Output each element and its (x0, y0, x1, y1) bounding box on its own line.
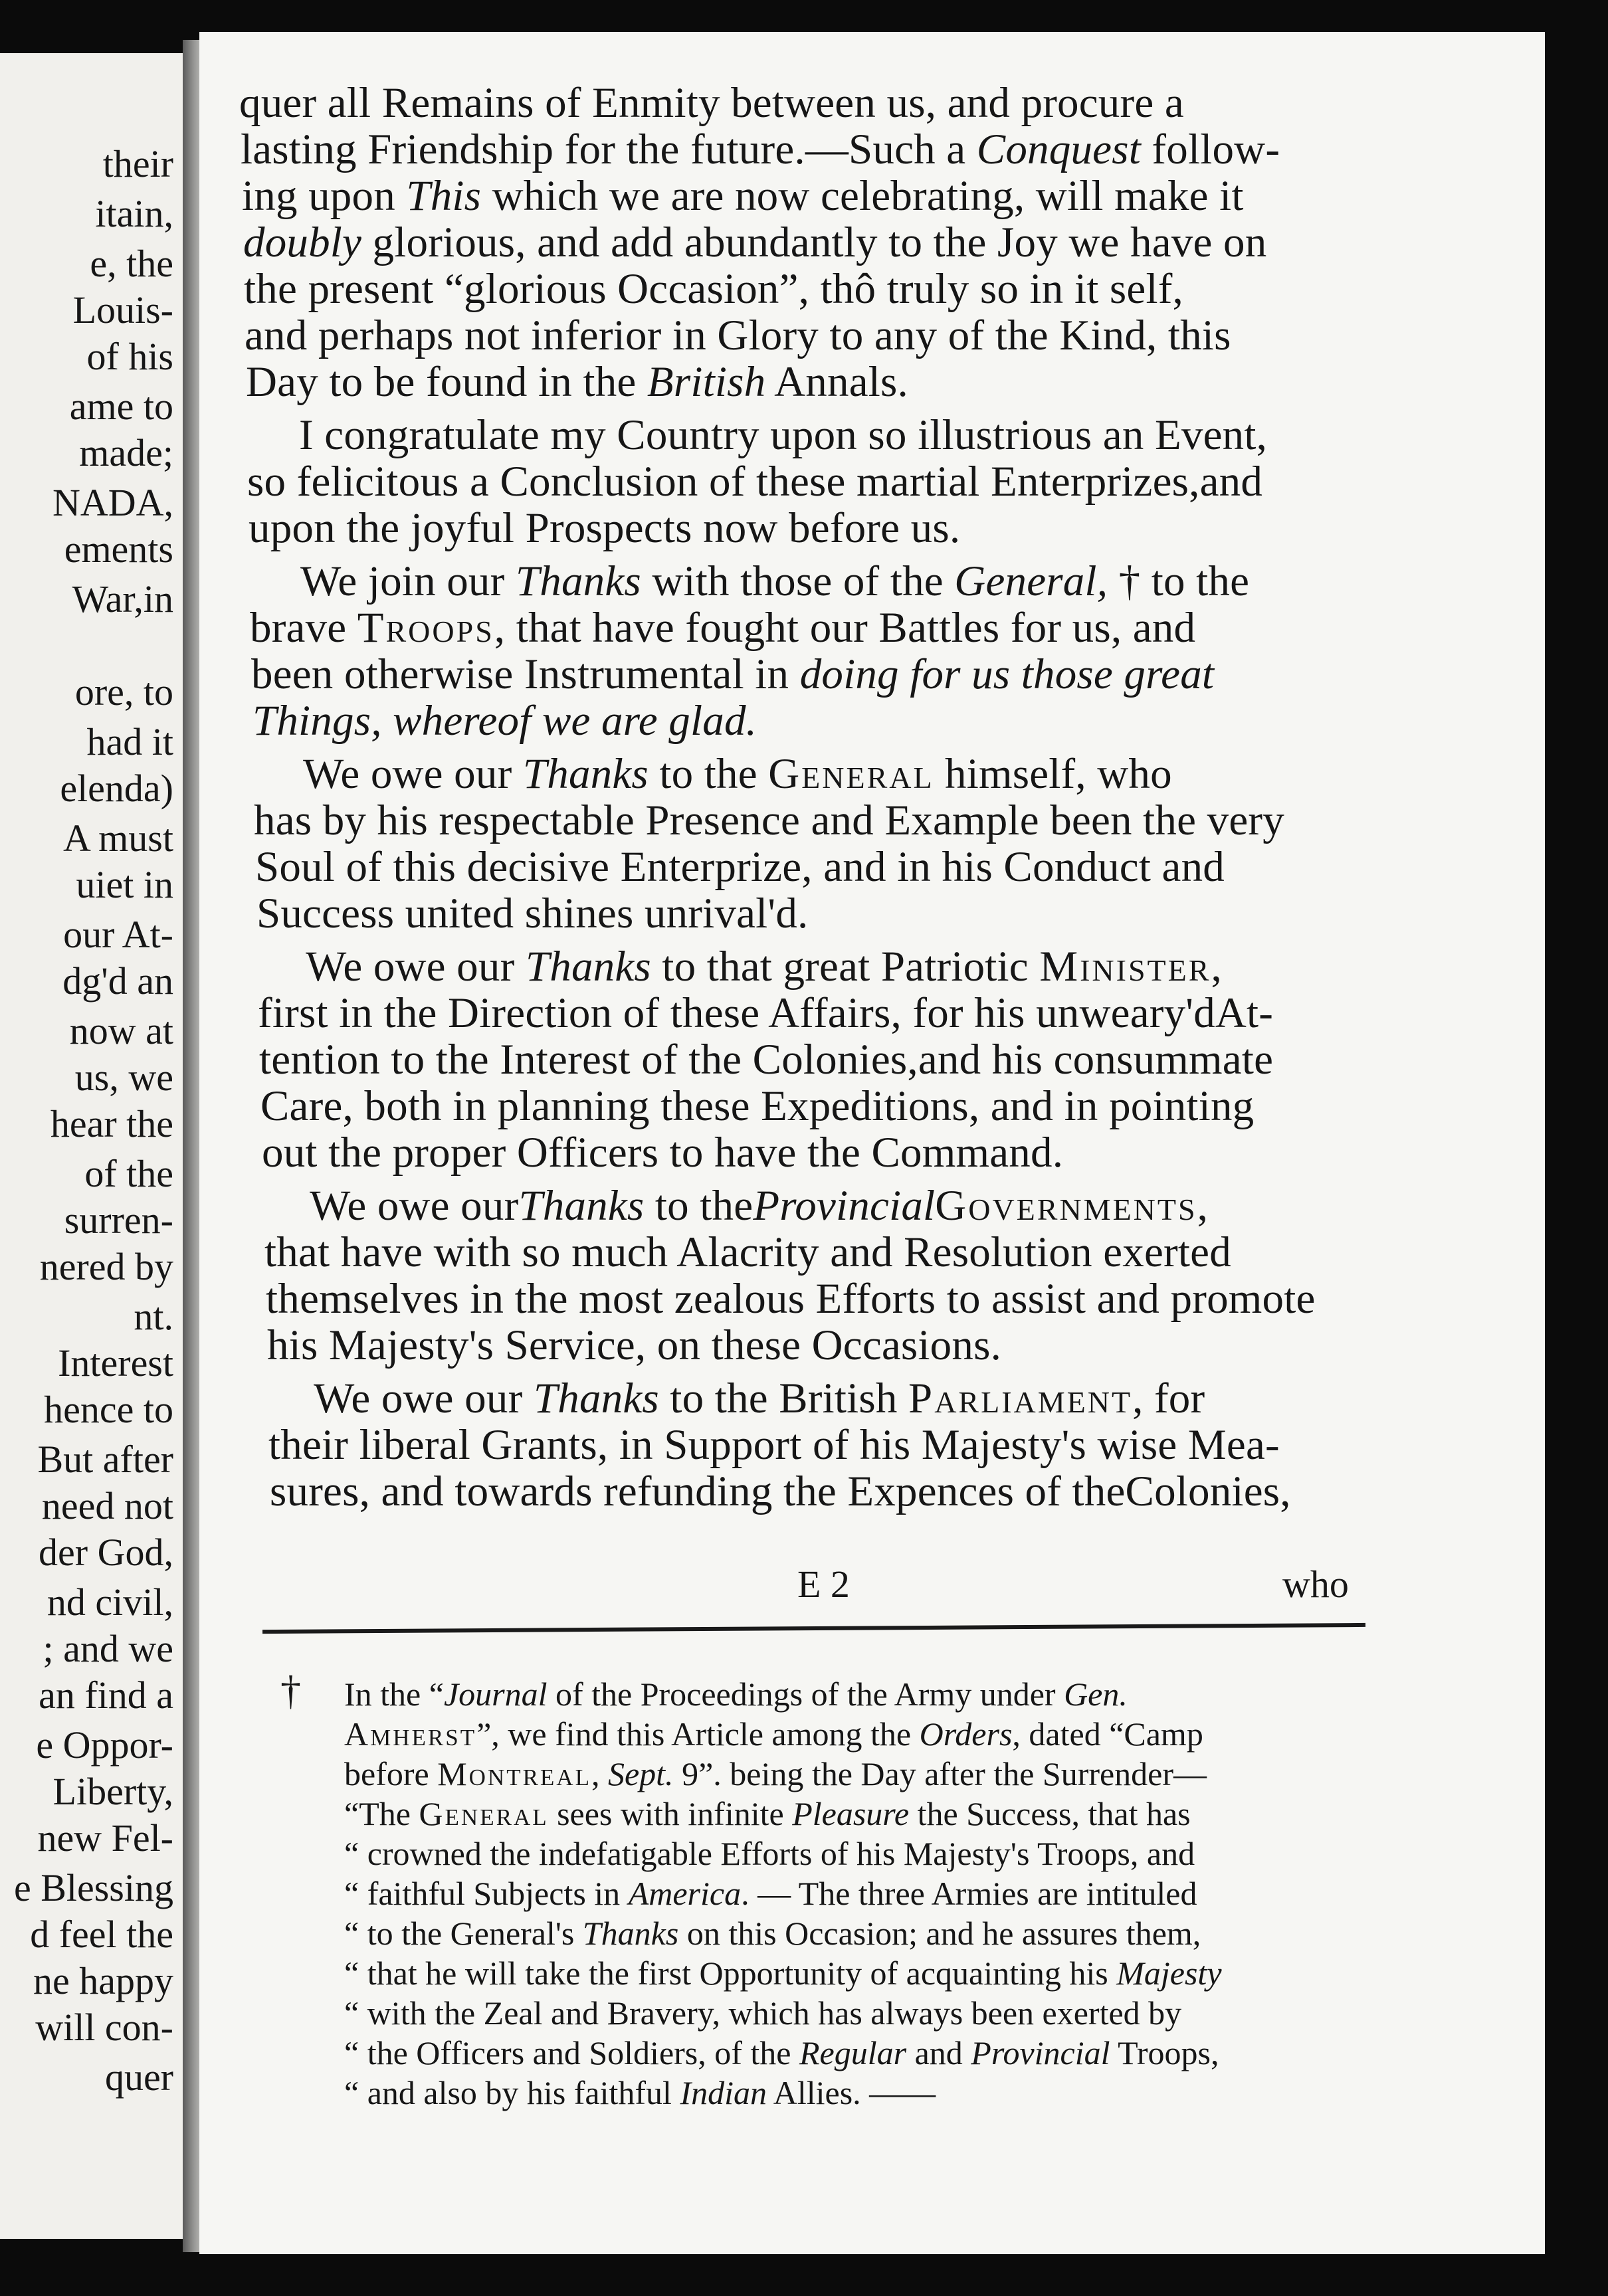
facing-page-line: d feel the (30, 1913, 173, 1956)
footnote-line-7: “ to the General's Thanks on this Occasion; and he assures them, (344, 1915, 1201, 1952)
footnote-line-4: “The General sees with infinite Pleasure the Success, that has (344, 1795, 1191, 1832)
text-line-15: We owe our Thanks to the General himself, who (303, 750, 1172, 798)
facing-page-line: Louis- (72, 288, 173, 332)
footnote-rule (262, 1623, 1365, 1634)
text-line-9: so felicitous a Conclusion of these martial Enterprizes,and (247, 458, 1263, 506)
signature-mark: E 2 (797, 1563, 850, 1606)
footnote-line-2: Amherst”, we find this Article among the Orders, dated “Camp (344, 1715, 1203, 1753)
text-line-6: and perhaps not inferior in Glory to any of the Kind, this (245, 312, 1231, 359)
facing-page-line: dg'd an (62, 959, 173, 1003)
facing-page-line: an find a (39, 1674, 173, 1717)
facing-page-line: will con- (35, 2006, 173, 2049)
facing-page-line: our At- (63, 913, 173, 956)
footnote-line-8: “ that he will take the first Opportunity of acquainting his Majesty (344, 1955, 1222, 1992)
facing-page-line: had it (86, 720, 173, 763)
facing-page-line: nt. (134, 1295, 173, 1338)
facing-page-line: nd civil, (47, 1580, 173, 1624)
facing-page-line: quer (104, 2056, 173, 2099)
text-line-28: We owe our Thanks to the British Parliament, for (314, 1375, 1205, 1422)
text-line-1: quer all Remains of Enmity between us, and procure a (239, 79, 1184, 127)
facing-page-line: A must (63, 816, 173, 860)
facing-page-line: War,in (72, 577, 173, 621)
facing-page-line: elenda) (60, 767, 173, 810)
facing-page-line: made; (79, 431, 173, 474)
text-line-14: Things, whereof we are glad. (252, 697, 757, 745)
catchword: who (1282, 1563, 1349, 1606)
facing-page-line: der God, (39, 1531, 173, 1574)
facing-page-line: nered by (39, 1245, 173, 1288)
footnote-line-6: “ faithful Subjects in America. — The three Armies are intituled (344, 1875, 1197, 1912)
text-line-29: their liberal Grants, in Support of his Majesty's wise Mea- (268, 1421, 1280, 1469)
facing-page-line: need not (41, 1484, 173, 1527)
facing-page-line: us, we (74, 1056, 173, 1099)
facing-page-line: hear the (50, 1102, 173, 1145)
text-line-8: I congratulate my Country upon so illustrious an Event, (299, 411, 1268, 459)
text-line-25: that have with so much Alacrity and Resolution exerted (264, 1228, 1231, 1276)
facing-page-fragment (0, 53, 183, 2239)
facing-page-line: e Blessing (13, 1866, 173, 1909)
text-line-30: sures, and towards refunding the Expences of theColonies, (270, 1468, 1291, 1515)
text-line-23: out the proper Officers to have the Command. (262, 1129, 1064, 1177)
book-page (199, 32, 1545, 2254)
text-line-7: Day to be found in the British Annals. (246, 358, 908, 406)
text-line-22: Care, both in planning these Expeditions, and in pointing (260, 1082, 1255, 1130)
facing-page-line: ame to (69, 385, 173, 428)
text-line-21: tention to the Interest of the Colonies,and his consummate (259, 1036, 1274, 1084)
text-line-13: been otherwise Instrumental in doing for us those great (251, 650, 1215, 698)
facing-page-line: now at (69, 1009, 173, 1052)
facing-page-line: ; and we (43, 1627, 173, 1670)
facing-page-line: ements (64, 527, 173, 571)
text-line-11: We join our Thanks with those of the General, † to the (300, 557, 1250, 605)
text-line-17: Soul of this decisive Enterprize, and in his Conduct and (255, 843, 1225, 891)
text-line-19: We owe our Thanks to that great Patriotic Minister, (306, 943, 1222, 991)
footnote-line-11: “ and also by his faithful Indian Allies. —— (344, 2074, 936, 2111)
text-line-27: his Majesty's Service, on these Occasions. (267, 1321, 1002, 1369)
facing-page-line: uiet in (76, 863, 173, 906)
facing-page-line: ne happy (33, 1959, 173, 2002)
facing-page-line: hence to (44, 1388, 173, 1431)
text-line-10: upon the joyful Prospects now before us. (249, 504, 961, 552)
text-line-18: Success united shines unrival'd. (256, 890, 809, 937)
facing-page-line: new Fel- (37, 1816, 173, 1860)
facing-page-line: ore, to (74, 670, 173, 714)
footnote-line-3: before Montreal, Sept. 9”. being the Day after the Surrender— (344, 1755, 1207, 1792)
facing-page-line: e, the (90, 242, 173, 285)
text-line-2: lasting Friendship for the future.—Such a Conquest follow- (241, 126, 1280, 173)
facing-page-line: of the (84, 1152, 173, 1195)
text-line-3: ing upon This which we are now celebrating, will make it (242, 172, 1244, 220)
facing-page-line: surren- (64, 1198, 173, 1242)
facing-page-line: NADA, (52, 481, 173, 524)
facing-page-line: e Oppor- (36, 1723, 173, 1767)
text-line-20: first in the Direction of these Affairs, for his unweary'dAt- (258, 989, 1274, 1037)
text-line-12: brave Troops, that have fought our Battles for us, and (250, 604, 1196, 652)
facing-page-line: Interest (58, 1341, 173, 1385)
footnote-line-10: “ the Officers and Soldiers, of the Regular and Provincial Troops, (344, 2034, 1219, 2071)
text-line-4: doubly glorious, and add abundantly to the Joy we have on (243, 219, 1267, 266)
facing-page-line: itain, (95, 192, 173, 235)
footnote-line-9: “ with the Zeal and Bravery, which has always been exerted by (344, 1994, 1182, 2032)
facing-page-line: their (102, 142, 173, 185)
text-line-16: has by his respectable Presence and Example been the very (254, 797, 1284, 844)
text-line-24: We owe ourThanks to theProvincialGovernments, (310, 1182, 1209, 1230)
facing-page-line: of his (86, 335, 173, 378)
footnote-dagger: † (280, 1668, 301, 1713)
footnote-line-1: In the “Journal of the Proceedings of the Army under Gen. (344, 1675, 1128, 1713)
facing-page-line: Liberty, (52, 1770, 173, 1813)
text-line-5: the present “glorious Occasion”, thô truly so in it self, (244, 265, 1184, 313)
facing-page-line: But after (37, 1438, 173, 1481)
text-line-26: themselves in the most zealous Efforts to assist and promote (266, 1275, 1316, 1323)
footnote-line-5: “ crowned the indefatigable Efforts of his Majesty's Troops, and (344, 1835, 1195, 1872)
